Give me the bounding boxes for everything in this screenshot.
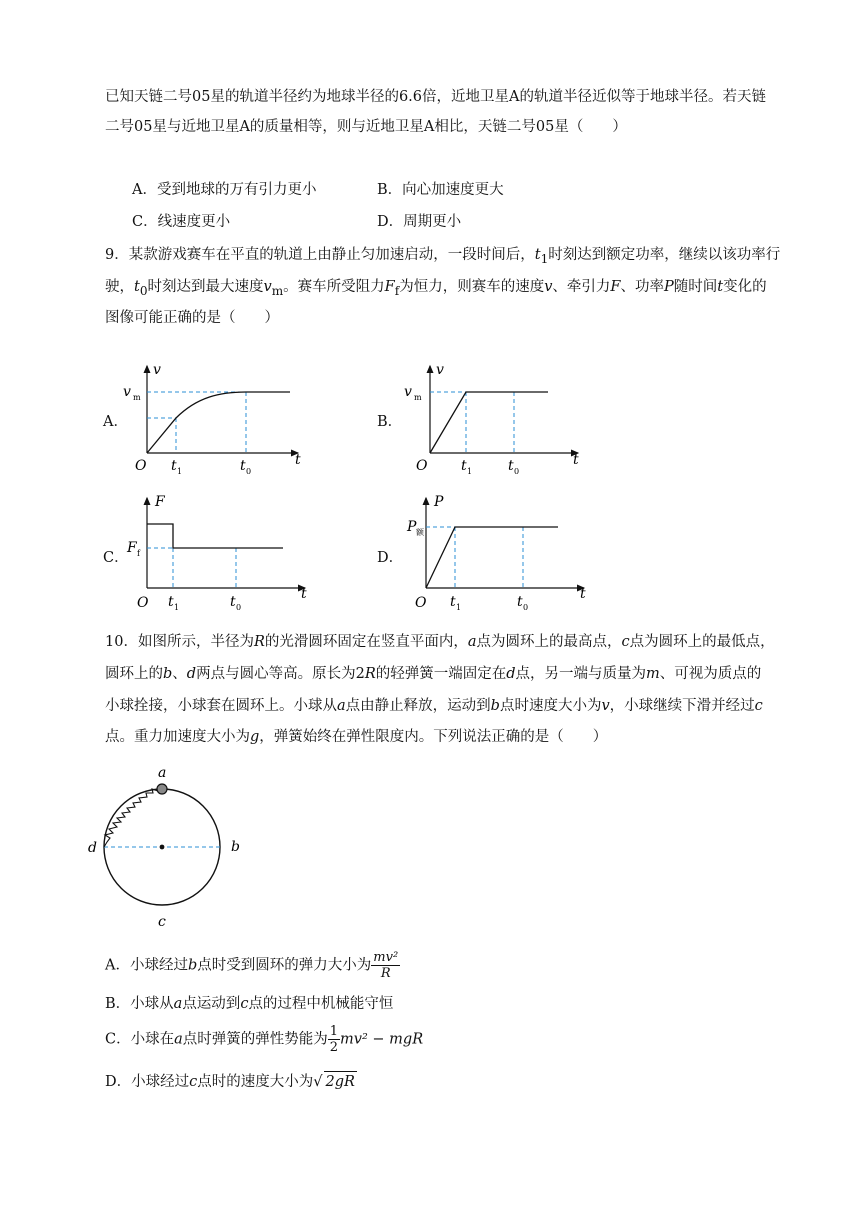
q10-option-b[interactable]: B．小球从a点运动到c点的过程中机械能守恒 xyxy=(105,996,394,1012)
q10-ring-diagram xyxy=(80,762,250,937)
q10-text-line-2: 圆环上的b、d两点与圆心等高。原长为2R的轻弹簧一端固定在d点，另一端与质量为m、可视为质点的 xyxy=(105,666,762,682)
label-c: c xyxy=(158,914,166,930)
q9-text-line-1: 9．某款游戏赛车在平直的轨道上由静止匀加速启动，一段时间后，$t_1$时刻达到额定功率，继续以该功率行 xyxy=(105,247,781,266)
t1-sub: 1 xyxy=(467,467,473,476)
vm-sub: m xyxy=(414,393,422,402)
ball xyxy=(157,784,167,794)
t1-label: t xyxy=(461,458,467,474)
vm-sub: m xyxy=(133,393,141,402)
t-axis-label: t xyxy=(301,586,307,602)
velocity-line xyxy=(430,392,548,453)
spring xyxy=(104,789,162,847)
vm-label: v xyxy=(123,384,131,400)
t1-label: t xyxy=(168,594,174,610)
label-d: d xyxy=(88,840,97,856)
t-axis-label: t xyxy=(573,452,579,468)
q8-option-b[interactable]: B．向心加速度更大 xyxy=(377,182,504,198)
origin-label: O xyxy=(415,595,427,611)
t0-label: t xyxy=(230,594,236,610)
q9-graph-d[interactable] xyxy=(398,490,598,615)
p-axis-label: P xyxy=(434,494,444,510)
fraction: $\frac{\text{mv²}}{R}$ xyxy=(373,950,399,981)
t1-sub: 1 xyxy=(174,603,180,612)
v-axis-label: v xyxy=(153,362,161,378)
q8-text-line-1: 已知天链二号05星的轨道半径约为地球半径的6.6倍，近地卫星A的轨道半径近似等于地球半径。若天链 xyxy=(105,89,766,105)
t1-sub: 1 xyxy=(456,603,462,612)
q9-option-d-label[interactable]: D． xyxy=(377,550,404,566)
origin-label: O xyxy=(416,458,428,474)
q9-text-line-3: 图像可能正确的是（ ） xyxy=(105,310,279,326)
t0-label: t xyxy=(508,458,514,474)
q8-option-d[interactable]: D．周期更小 xyxy=(377,214,462,230)
t-axis-label: t xyxy=(295,452,301,468)
t0-sub: 0 xyxy=(514,467,520,476)
t0-sub: 0 xyxy=(523,603,529,612)
q10-option-c[interactable]: C．小球在a点时弹簧的弹性势能为 $\frac{1}{2}$ mv² − mgR xyxy=(105,1024,424,1055)
power-line xyxy=(426,527,558,588)
velocity-curve xyxy=(147,392,290,453)
q10-option-a[interactable]: A．小球经过b点时受到圆环的弹力大小为 $\frac{\text{mv²}}{R}$ xyxy=(105,950,399,981)
origin-label: O xyxy=(135,458,147,474)
vm-label: v xyxy=(404,384,412,400)
q9-graph-b[interactable] xyxy=(398,360,588,480)
q9-graph-c[interactable] xyxy=(115,490,315,615)
ff-sub: f xyxy=(137,549,140,558)
center-point xyxy=(160,845,165,850)
rated-power-sub: 额 xyxy=(416,528,424,537)
q8-option-a[interactable]: A．受到地球的万有引力更小 xyxy=(132,182,317,198)
label-a: a xyxy=(158,765,167,781)
t0-sub: 0 xyxy=(246,467,252,476)
origin-label: O xyxy=(137,595,149,611)
q10-text-line-3: 小球拴接，小球套在圆环上。小球从a点由静止释放，运动到b点时速度大小为v，小球继续下滑并经过c xyxy=(105,698,763,714)
q10-text-line-1: 10．如图所示，半径为R的光滑圆环固定在竖直平面内，a点为圆环上的最高点，c点为圆环上的最低点， xyxy=(105,634,775,650)
v-axis-label: v xyxy=(436,362,444,378)
q8-text-line-2: 二号05星与近地卫星A的质量相等，则与近地卫星A相比，天链二号05星（ ） xyxy=(105,119,627,135)
q9-option-a-label[interactable]: A． xyxy=(103,414,128,430)
t0-sub: 0 xyxy=(236,603,242,612)
rated-power-label: P xyxy=(407,519,417,535)
fraction: $\frac{1}{2}$ xyxy=(329,1024,339,1055)
q9-option-c-label[interactable]: C． xyxy=(103,550,129,566)
t0-label: t xyxy=(240,458,246,474)
q8-option-c[interactable]: C．线速度更小 xyxy=(132,214,231,230)
q9-option-b-label[interactable]: B． xyxy=(377,414,403,430)
force-line xyxy=(147,524,283,548)
label-b: b xyxy=(231,839,240,855)
ff-label: F xyxy=(127,540,137,556)
t1-sub: 1 xyxy=(177,467,183,476)
t1-label: t xyxy=(450,594,456,610)
t1-label: t xyxy=(171,458,177,474)
q9-text-line-2: 驶，$t_0$时刻达到最大速度$v_m$。赛车所受阻力$F_f$为恒力，则赛车的速度v、牵引力F、功率P随时间t变化的 xyxy=(105,279,767,298)
q9-graph-a[interactable] xyxy=(115,360,315,480)
t0-label: t xyxy=(517,594,523,610)
f-axis-label: F xyxy=(155,494,165,510)
q10-text-line-4: 点。重力加速度大小为g，弹簧始终在弹性限度内。下列说法正确的是（ ） xyxy=(105,729,608,745)
t-axis-label: t xyxy=(580,586,586,602)
q10-option-d[interactable]: D．小球经过c点时的速度大小为√ 2gR xyxy=(105,1071,357,1092)
